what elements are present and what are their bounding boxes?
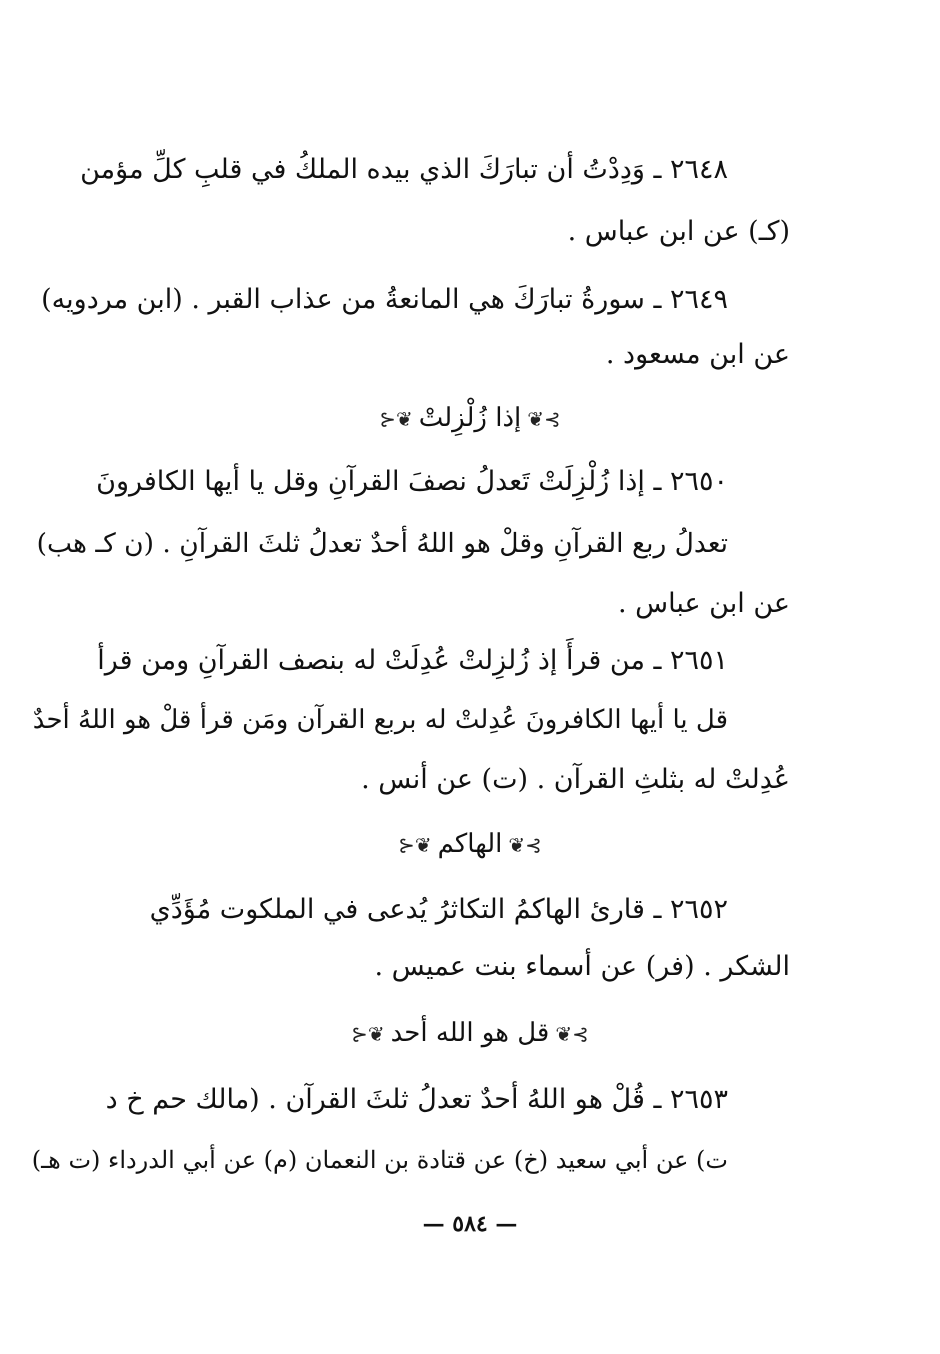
section-heading	[0, 1013, 940, 1054]
ornament-icon: ⊱❦	[527, 407, 561, 431]
text-line: ٢٦٥١ ـ من قرأَ إذ زُلزِلتْ عُدِلَتْ له بنصف القرآنِ ومن قرأ	[97, 645, 728, 676]
page-number: — ٥٨٤ —	[422, 1211, 518, 1237]
ornament-icon: ❦⊰	[379, 407, 413, 431]
ornament-icon: ❦⊰	[398, 833, 432, 857]
text-line: عُدِلتْ له بثلثِ القرآن . (ت) عن أنس .	[361, 764, 790, 795]
text-line: (كـ) عن ابن عباس .	[567, 216, 790, 247]
text-line: ٢٦٤٩ ـ سورةُ تبارَكَ هي المانعةُ من عذاب القبر . (ابن مردويه)	[41, 284, 728, 315]
text-line: الشكر . (فر) عن أسماء بنت عميس .	[374, 951, 790, 982]
text-line: ت) عن أبي سعيد (خ) عن قتادة بن النعمان (م) عن أبي الدرداء (ت هـ)	[31, 1146, 728, 1174]
text-line: ٢٦٥٣ ـ قُلْ هو اللهُ أحدٌ تعدلُ ثلثَ القرآن . (مالك حم خ د	[105, 1084, 728, 1115]
text-line: عن ابن مسعود .	[605, 339, 790, 370]
section-heading-text: الهاكم	[437, 829, 503, 859]
section-heading	[0, 398, 940, 439]
text-line: ٢٦٥٢ ـ قارئ الهاكمُ التكاثرُ يُدعى في الملكوت مُؤَدِّي	[149, 894, 728, 925]
ornament-icon: ⊱❦	[555, 1022, 589, 1046]
section-heading-text: قل هو الله أحد	[390, 1018, 550, 1048]
text-line: تعدلُ ربع القرآنِ وقلْ هو اللهُ أحدٌ تعدلُ ثلثَ القرآنِ . (ن كـ هب)	[36, 528, 728, 559]
text-line: ٢٦٥٠ ـ إذا زُلْزِلَتْ تَعدلُ نصفَ القرآنِ وقل يا أيها الكافرونَ	[96, 466, 728, 497]
text-line: قل يا أيها الكافرونَ عُدِلتْ له بربع القرآن ومَن قرأ قلْ هو اللهُ أحدٌ	[32, 705, 728, 735]
text-line: ٢٦٤٨ ـ وَدِدْتُ أن تبارَكَ الذي بيده الملكُ في قلبِ كلِّ مؤمن	[80, 154, 728, 185]
section-heading-text: إذا زُلْزِلتْ	[418, 403, 522, 433]
ornament-icon: ❦⊰	[351, 1022, 385, 1046]
section-heading	[0, 824, 940, 865]
text-line: عن ابن عباس .	[617, 588, 790, 619]
ornament-icon: ⊱❦	[508, 833, 542, 857]
